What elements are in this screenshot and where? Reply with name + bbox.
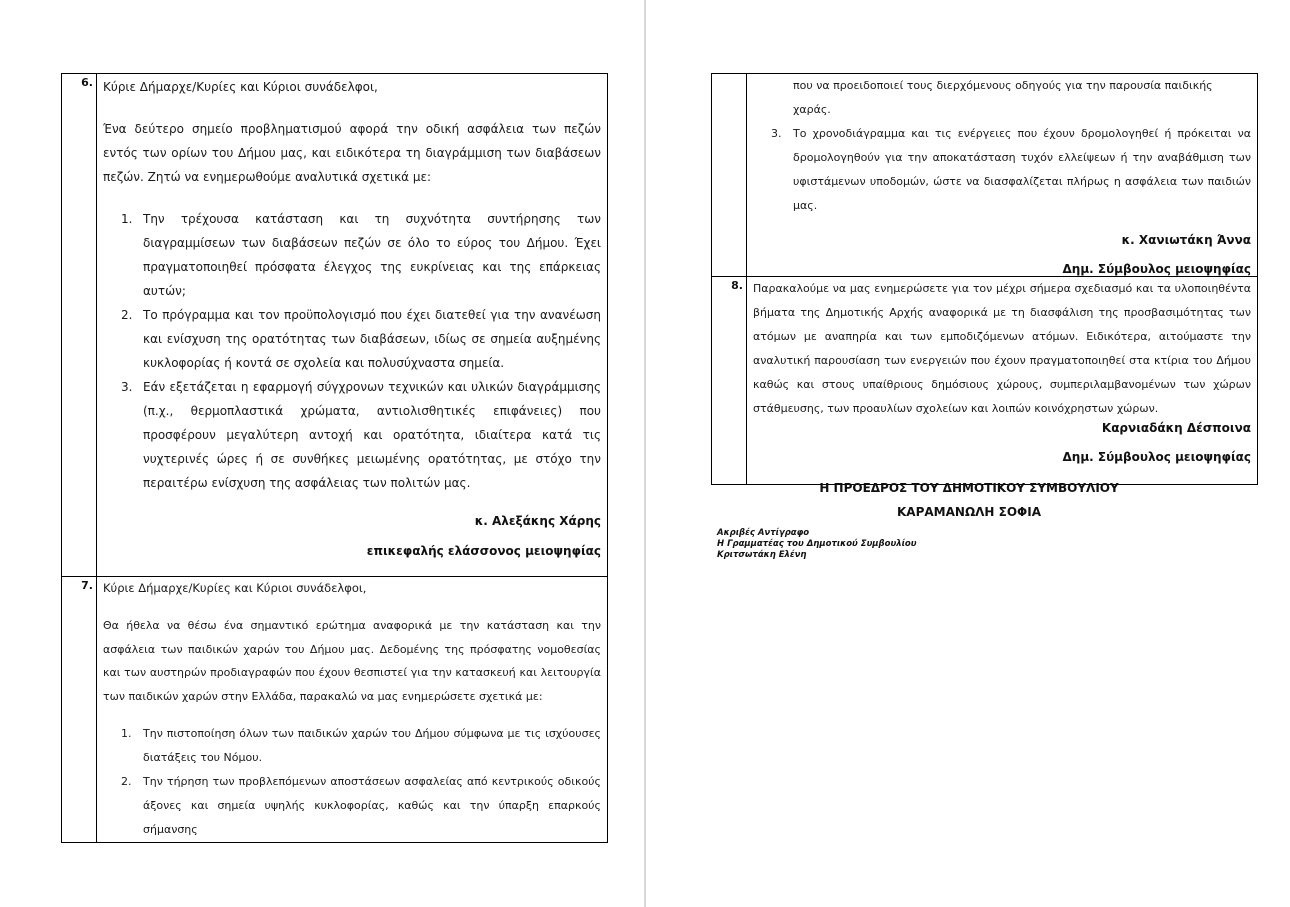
- list-item: [771, 122, 1251, 218]
- copy-line: Κριτσωτάκη Ελένη: [717, 550, 807, 560]
- list-marker: 3.: [771, 127, 782, 140]
- questions-table-left: [61, 73, 608, 843]
- intro-paragraph: Θα ήθελα να θέσω ένα σημαντικό ερώτημα αναφορικά με την κατάσταση και την ασφάλεια των παιδικών χαρών του Δήμου μας. Δεδομένης της πρόσφατης νομοθεσίας και των αυστηρών προδιαγραφών που έχουν θεσπιστεί για την κατασκευή και λειτουργία των παιδικών χαρών στην Ελλάδα, παρακαλώ να μας ενημερώσετε σχετικά με:: [103, 619, 601, 703]
- list-item-text: Το χρονοδιάγραμμα και τις ενέργειες που έχουν δρομολογηθεί ή πρόκειται να δρομολογηθούν για την αποκατάσταση τυχόν ελλείψεων ή την αναβάθμιση των υφιστάμενων υποδομών, ώστε να διασφαλίζεται πλήρως η ασφάλεια των παιδιών μας.: [793, 127, 1251, 212]
- question-body: [97, 74, 608, 577]
- list-item-text: Την τρέχουσα κατάσταση και τη συχνότητα συντήρησης των διαγραμμίσεων των διαβάσεων πεζών σε όλο το εύρος του Δήμου. Έχει πραγματοποιηθεί πρόσφατα έλεγχος της ευκρίνειας και της επάρκειας αυτών;: [143, 212, 601, 298]
- question-number: 7.: [62, 577, 97, 843]
- question-number: 8.: [712, 277, 747, 485]
- list-item-text: Εάν εξετάζεται η εφαρμογή σύγχρονων τεχνικών και υλικών διαγράμμισης (π.χ., θερμοπλαστικά χρώματα, αντιολισθητικές επιφάνειες) που προσφέρουν μεγαλύτερη αντοχή και ορατότητα, ιδιαίτερα κατά τις νυχτερινές ώρες ή σε συνθήκες μειωμένης ορατότητας, με στόχο την περαιτέρω ενίσχυση της ασφάλειας των πολιτών μας.: [143, 380, 601, 490]
- list-item: [121, 207, 601, 303]
- signer-name: κ. Αλεξάκης Χάρης: [474, 514, 601, 528]
- list-item: [121, 303, 601, 375]
- question-row-8: [712, 277, 1258, 485]
- copy-line: Ακριβές Αντίγραφο: [717, 528, 810, 538]
- signer-role: επικεφαλής ελάσσονος μειοψηφίας: [366, 544, 601, 558]
- question-list: [97, 722, 607, 842]
- list-item: [121, 770, 601, 842]
- list-marker: 2.: [121, 775, 132, 788]
- list-item-text: Την τήρηση των προβλεπόμενων αποστάσεων ασφαλείας από κεντρικούς οδικούς άξονες και σημεία υψηλής κυκλοφορίας, καθώς και την ύπαρξη επαρκούς σήμανσης: [143, 775, 601, 836]
- question-body: [97, 577, 608, 843]
- list-marker: 1.: [121, 212, 133, 226]
- list-marker: 3.: [121, 380, 133, 394]
- list-marker: 2.: [121, 308, 133, 322]
- question-row-6: [62, 74, 608, 577]
- greeting: Κύριε Δήμαρχε/Κυρίες και Κύριοι συνάδελφοι,: [103, 80, 378, 94]
- signer-role: Δημ. Σύμβουλος μειοψηφίας: [1062, 262, 1251, 276]
- list-item: [121, 375, 601, 495]
- question-number: 6.: [62, 74, 97, 577]
- signer-name: κ. Χανιωτάκη Άννα: [1121, 233, 1251, 247]
- question-row-7: [62, 577, 608, 843]
- question-row-7-continued: [712, 74, 1258, 277]
- list-item-text: Το πρόγραμμα και τον προϋπολογισμό που έχει διατεθεί για την ανανέωση και ενίσχυση της ορατότητας των διαβάσεων, ιδίως σε σημεία αυξημένης κυκλοφορίας ή κοντά σε σχολεία και πολυσύχναστα σημεία.: [143, 308, 601, 370]
- list-item-text: Την πιστοποίηση όλων των παιδικών χαρών του Δήμου σύμφωνα με τις ισχύουσες διατάξεις του Νόμου.: [143, 727, 601, 764]
- list-marker: 1.: [121, 727, 132, 740]
- signer-role: Δημ. Σύμβουλος μειοψηφίας: [1062, 450, 1251, 464]
- question-paragraph: Παρακαλούμε να μας ενημερώσετε για τον μέχρι σήμερα σχεδιασμό και τα υλοποιηθέντα βήματα της Δημοτικής Αρχής αναφορικά με τη διασφάλιση της προσβασιμότητας των ατόμων με αναπηρία και των εμποδιζόμενων ατόμων. Ειδικότερα, αιτούμαστε την αναλυτική παρουσίαση των ενεργειών που έχουν πραγματοποιηθεί στα κτίρια του Δήμου καθώς και στους υπαίθριους δημόσιους χώρους, συμπεριλαμβανομένων των χώρων στάθμευσης, των προαυλίων σχολείων και λοιπών κοινόχρηστων χώρων.: [753, 282, 1251, 415]
- list-item: [121, 722, 601, 770]
- copy-line: Η Γραμματέας του Δημοτικού Συμβουλίου: [717, 539, 917, 549]
- intro-paragraph: Ένα δεύτερο σημείο προβληματισμού αφορά την οδική ασφάλεια των πεζών εντός των ορίων του Δήμου μας, και ειδικότερα τη διαγράμμιση των διαβάσεων πεζών. Ζητώ να ενημερωθούμε αναλυτικά σχετικά με:: [103, 122, 601, 184]
- greeting: Κύριε Δήμαρχε/Κυρίες και Κύριοι συνάδελφοι,: [103, 581, 367, 595]
- question-body: [747, 277, 1258, 485]
- question-list: [747, 122, 1257, 218]
- president-name: ΚΑΡΑΜΑΝΩΛΗ ΣΟΦΙΑ: [897, 505, 1041, 519]
- page-divider: [644, 0, 646, 907]
- certified-copy-note: [717, 528, 917, 561]
- signer-name: Καρνιαδάκη Δέσποινα: [1101, 421, 1251, 435]
- continuation-text: που να προειδοποιεί τους διερχόμενους οδηγούς για την παρουσία παιδικής χαράς.: [793, 79, 1213, 116]
- questions-table-right: [711, 73, 1258, 485]
- question-body: [747, 74, 1258, 277]
- question-list: [97, 207, 607, 495]
- president-title: Η ΠΡΟΕΔΡΟΣ ΤΟΥ ΔΗΜΟΤΙΚΟΥ ΣΥΜΒΟΥΛΙΟΥ: [819, 481, 1119, 495]
